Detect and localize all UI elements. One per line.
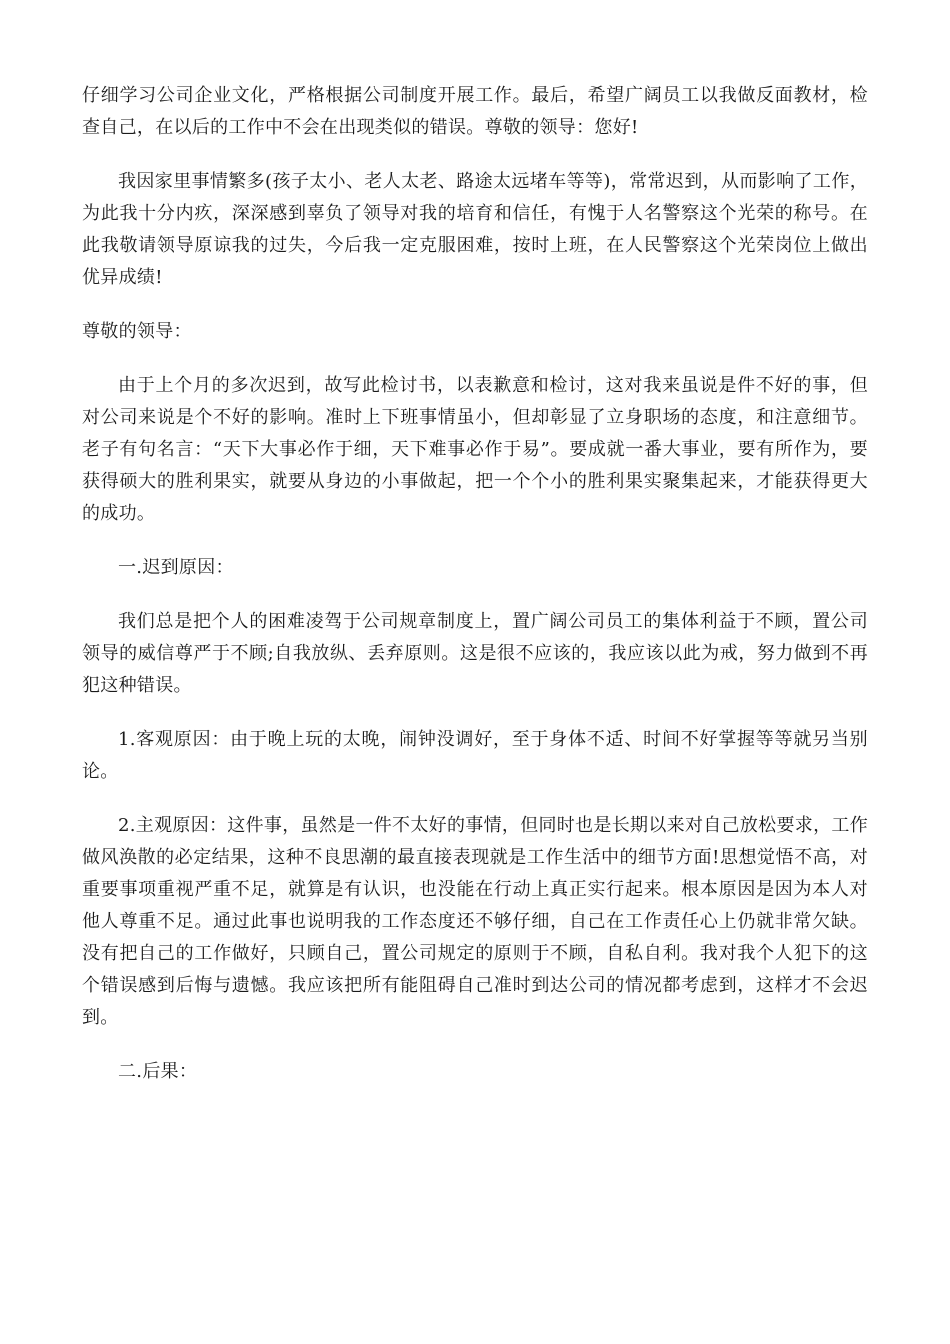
- section-heading-consequences: 二.后果：: [118, 1061, 198, 1082]
- document-body: [82, 80, 868, 1110]
- paragraph-subjective-reason: 2.主观原因：这件事，虽然是一件不太好的事情，但同时也是长期以来对自己放松要求，工作做风涣散的必定结果，这种不良思潮的最直接表现就是工作生活中的细节方面!思想觉悟不高，对重要事项重视严重不足，就算是有认识，也没能在行动上真正实行起来。根本原因是因为本人对他人尊重不足。通过此事也说明我的工作态度还不够仔细，自己在工作责任心上仍就非常欠缺。没有把自己的工作做好，只顾自己，置公司规定的原则于不顾，自私自利。我对我个人犯下的这个错误感到后悔与遗憾。我应该把所有能阻碍自己准时到达公司的情况都考虑到，这样才不会迟到。: [82, 815, 868, 1028]
- salutation: 尊敬的领导：: [82, 321, 192, 342]
- paragraph-continuation: 仔细学习公司企业文化，严格根据公司制度开展工作。最后，希望广阔员工以我做反面教材，检查自己，在以后的工作中不会在出现类似的错误。尊敬的领导：您好!: [82, 85, 868, 138]
- paragraph-reasons: 我们总是把个人的困难凌驾于公司规章制度上，置广阔公司员工的集体利益于不顾，置公司领导的威信尊严于不顾;自我放纵、丢弃原则。这是很不应该的，我应该以此为戒，努力做到不再犯这种错误。: [82, 611, 868, 696]
- paragraph-apology: 我因家里事情繁多(孩子太小、老人太老、路途太远堵车等等)，常常迟到，从而影响了工作，为此我十分内疚，深深感到辜负了领导对我的培育和信任，有愧于人名警察这个光荣的称号。在此我敬请领导原谅我的过失，今后我一定克服困难，按时上班，在人民警察这个光荣岗位上做出优异成绩!: [82, 171, 868, 288]
- paragraph-objective-reason: 1.客观原因：由于晚上玩的太晚，闹钟没调好，至于身体不适、时间不好掌握等等就另当别论。: [82, 729, 868, 782]
- section-heading-reasons: 一.迟到原因：: [118, 557, 234, 578]
- paragraph-intro: 由于上个月的多次迟到，故写此检讨书，以表歉意和检讨，这对我来虽说是件不好的事，但对公司来说是个不好的影响。准时上下班事情虽小，但却彰显了立身职场的态度，和注意细节。老子有句名言：“天下大事必作于细，天下难事必作于易”。要成就一番大事业，要有所作为，要获得硕大的胜利果实，就要从身边的小事做起，把一个个小的胜利果实聚集起来，才能获得更大的成功。: [82, 375, 868, 524]
